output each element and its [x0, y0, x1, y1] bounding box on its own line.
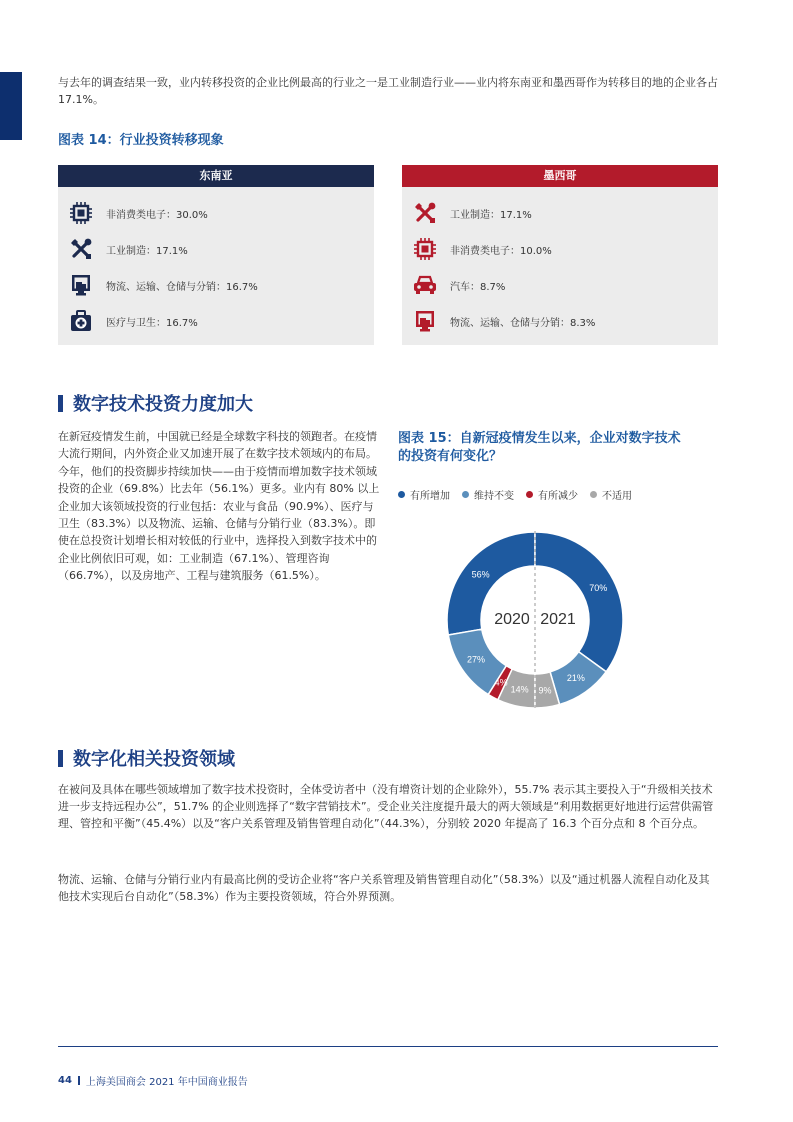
sea-item-2 — [68, 237, 188, 261]
footer-separator — [78, 1076, 80, 1085]
sea-item-2-label: 工业制造：17.1% — [106, 245, 188, 257]
sea-item-1 — [68, 201, 208, 225]
footer — [58, 1073, 248, 1088]
medical-kit-icon — [68, 309, 94, 333]
section2-bar — [58, 750, 63, 767]
chip-icon — [412, 237, 438, 261]
mx-item-4 — [412, 309, 595, 333]
sea-item-4-label: 医疗与卫生：16.7% — [106, 317, 198, 329]
donut-2021-na-label: 9% — [538, 685, 552, 696]
logistics-icon — [68, 273, 94, 297]
section2-heading — [58, 745, 235, 771]
mx-item-2-label: 非消费类电子：10.0% — [450, 245, 552, 257]
donut-2020-increase-label: 56% — [471, 569, 490, 580]
section1-body: 在新冠疫情发生前，中国就已经是全球数字科技的领跑者。在疫情大流行期间，内外资企业又加速开展了在数字技术领域内的布局。今年，他们的投资脚步持续加快——由于疫情而增加数字技术领域投资的企业（69.8%）比去年（56.1%）更多。业内有 80% 以上企业加大该领域投资的行业包括：农业与食品（90.9%）、医疗与卫生（83.3%）以及物流、运输、仓储与分销行业（83.3%）。即使在总投资计划增长相对较低的行业中，选择投入到数字技术中的企业比例依旧可观，如：工业制造（67.1%）、管理咨询（66.7%），以及房地产、工程与建筑服务（61.5%）。 — [58, 430, 380, 583]
southeast-asia-header: 东南亚 — [58, 165, 374, 187]
footer-rule — [58, 1046, 718, 1047]
donut-2020-decrease-label: 4% — [494, 677, 508, 688]
donut-2020-unchanged-label: 27% — [467, 654, 486, 665]
tools-icon — [412, 201, 438, 225]
legend-item-decrease: 有所减少 — [526, 487, 578, 502]
figure14-title: 图表 14：行业投资转移现象 — [58, 133, 224, 148]
logistics-icon — [412, 309, 438, 333]
mx-item-3 — [412, 273, 505, 297]
figure15-title-line2: 的投资有何变化？ — [398, 449, 503, 464]
chip-icon — [68, 201, 94, 225]
mx-item-1 — [412, 201, 532, 225]
donut-2021-increase-label: 70% — [589, 582, 608, 593]
figure15-donut-chart — [440, 525, 630, 715]
figure15-title — [398, 430, 728, 466]
section1-heading — [58, 390, 253, 416]
section2-para2: 物流、运输、仓储与分销行业内有最高比例的受访企业将“客户关系管理及销售管理自动化”（58.3%）以及“通过机器人流程自动化及其他技术实现后台自动化”（58.3%）作为主要投资领域，符合外界预测。 — [58, 873, 710, 903]
donut-2020-na-label: 14% — [510, 684, 529, 695]
intro-paragraph: 与去年的调查结果一致，业内转移投资的企业比例最高的行业之一是工业制造行业——业内将东南亚和墨西哥作为转移目的地的企业各占 17.1%。 — [58, 76, 718, 106]
figure15-title-line1: 图表 15：自新冠疫情发生以来，企业对数字技术 — [398, 431, 681, 446]
mexico-header: 墨西哥 — [402, 165, 718, 187]
footer-text: 上海美国商会 2021 年中国商业报告 — [85, 1077, 248, 1088]
section2-para1: 在被问及具体在哪些领域增加了数字技术投资时，全体受访者中（没有增资计划的企业除外），55.7% 表示其主要投入于“升级相关技术进一步支持远程办公”，51.7% 的企业则选择了“数字营销技术”。受企业关注度提升最大的两大领域是“利用数据更好地进行运营供需管理、管控和平衡”（45.4%）以及“客户关系管理及销售管理自动化”（44.3%），分别较 2020 年提高了 16.3 个百分点和 8 个百分点。 — [58, 783, 714, 830]
section1-title: 数字技术投资力度加大 — [73, 394, 253, 415]
year-label-2020: 2020 — [494, 611, 530, 628]
figure15-legend — [398, 487, 644, 502]
sea-item-3-label: 物流、运输、仓储与分销：16.7% — [106, 281, 258, 293]
legend-item-unchanged: 维持不变 — [462, 487, 514, 502]
sea-item-3 — [68, 273, 258, 297]
side-tab-marker — [0, 72, 22, 140]
section1-bar — [58, 395, 63, 412]
tools-icon — [68, 237, 94, 261]
legend-item-increase: 有所增加 — [398, 487, 450, 502]
southeast-asia-box — [58, 165, 374, 345]
mexico-box — [402, 165, 718, 345]
year-label-2021: 2021 — [540, 611, 576, 628]
page-number: 44 — [58, 1075, 72, 1086]
mx-item-2 — [412, 237, 552, 261]
sea-item-4 — [68, 309, 198, 333]
donut-2021-unchanged-label: 21% — [566, 673, 585, 684]
legend-item-na: 不适用 — [590, 487, 632, 502]
mx-item-1-label: 工业制造：17.1% — [450, 209, 532, 221]
mx-item-4-label: 物流、运输、仓储与分销：8.3% — [450, 317, 596, 329]
sea-item-1-label: 非消费类电子：30.0% — [106, 209, 208, 221]
donut-2021-increase-slice — [535, 532, 623, 672]
mx-item-3-label: 汽车：8.7% — [450, 281, 506, 293]
section2-title: 数字化相关投资领域 — [73, 749, 235, 770]
car-icon — [412, 273, 438, 297]
